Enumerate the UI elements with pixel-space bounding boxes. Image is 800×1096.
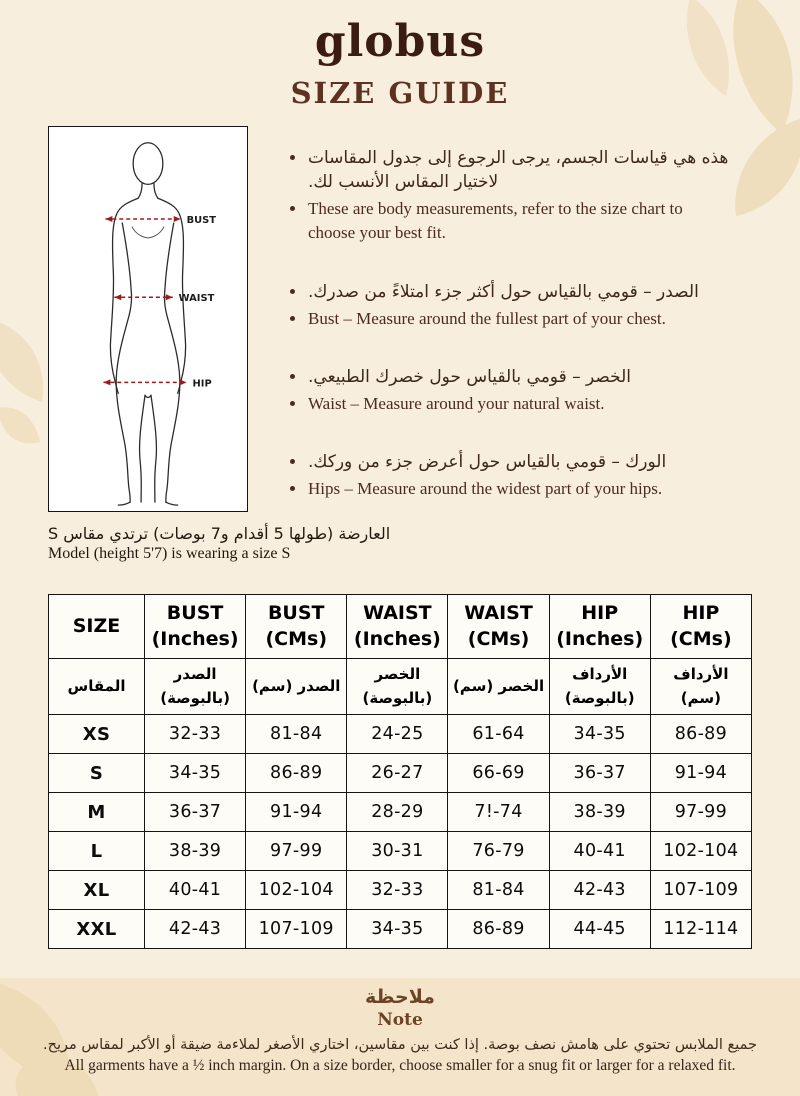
size-row (49, 715, 752, 754)
instruction-group (286, 450, 732, 501)
header-row-en (49, 595, 752, 659)
measurement-cell: 28-29 (347, 793, 448, 832)
instruction-text-en: Waist – Measure around your natural waist. (286, 392, 732, 416)
measurement-cell: 91-94 (246, 793, 347, 832)
measurement-cell: 36-37 (549, 754, 650, 793)
model-info-en: Model (height 5'7) is wearing a size S (48, 545, 291, 562)
size-row (49, 793, 752, 832)
size-row (49, 871, 752, 910)
note-section (0, 986, 800, 1075)
measurement-cell: 44-45 (549, 910, 650, 949)
brand-logo: globus (314, 16, 486, 67)
size-label: M (49, 793, 145, 832)
header-row-ar (49, 659, 752, 715)
column-header-ar: المقاس (49, 659, 145, 715)
instruction-text-en: Bust – Measure around the fullest part of your chest. (286, 307, 732, 331)
size-row (49, 754, 752, 793)
measurement-cell: 81-84 (448, 871, 549, 910)
measurement-cell: 91-94 (650, 754, 751, 793)
hip-label: HIP (192, 378, 212, 390)
size-label: XS (49, 715, 145, 754)
measurement-cell: 76-79 (448, 832, 549, 871)
column-header-ar: الأرداف (بالبوصة) (549, 659, 650, 715)
figure-illustration (49, 127, 247, 511)
instruction-text-ar: الصدر – قومي بالقياس حول أكثر جزء امتلاءً من صدرك. (286, 280, 732, 304)
measurement-cell: 42-43 (145, 910, 246, 949)
measurement-cell: 34-35 (347, 910, 448, 949)
instruction-text-ar: هذه هي قياسات الجسم، يرجى الرجوع إلى جدول المقاسات لاختيار المقاس الأنسب لك. (286, 146, 732, 194)
measurement-cell: 112-114 (650, 910, 751, 949)
size-table (48, 594, 752, 949)
measurement-cell: 86-89 (650, 715, 751, 754)
measurement-cell: 34-35 (145, 754, 246, 793)
model-info (48, 524, 390, 563)
column-header-en: BUST (CMs) (246, 595, 347, 659)
column-header-en: SIZE (49, 595, 145, 659)
measurement-cell: 102-104 (650, 832, 751, 871)
column-header-en: WAIST (Inches) (347, 595, 448, 659)
note-title-en: Note (377, 1010, 423, 1030)
column-header-ar: الصدر (بالبوصة) (145, 659, 246, 715)
instruction-text-en: Hips – Measure around the widest part of your hips. (286, 477, 732, 501)
instruction-text-ar: الخصر – قومي بالقياس حول خصرك الطبيعي. (286, 365, 732, 389)
body-measurement-diagram (48, 126, 248, 512)
column-header-ar: الخصر (بالبوصة) (347, 659, 448, 715)
measurement-cell: 36-37 (145, 793, 246, 832)
note-body-ar: جميع الملابس تحتوي على هامش نصف بوصة. إذا كنت بين مقاسين، اختاري الأصغر لملاءمة ضيقة أو الأكبر لمقاس مريح. (43, 1037, 757, 1053)
instruction-text-en: These are body measurements, refer to the size chart to choose your best fit. (286, 197, 732, 245)
column-header-ar: الخصر (سم) (448, 659, 549, 715)
measurement-cell: 7!-74 (448, 793, 549, 832)
column-header-ar: الصدر (سم) (246, 659, 347, 715)
column-header-en: BUST (Inches) (145, 595, 246, 659)
measurement-cell: 24-25 (347, 715, 448, 754)
instruction-group (286, 365, 732, 416)
measurement-cell: 86-89 (448, 910, 549, 949)
size-label: XL (49, 871, 145, 910)
size-label: L (49, 832, 145, 871)
measurement-cell: 30-31 (347, 832, 448, 871)
note-body-en: All garments have a ½ inch margin. On a size border, choose smaller for a snug fit or larger for a relaxed fit. (64, 1057, 736, 1074)
measurement-cell: 32-33 (347, 871, 448, 910)
figure-head (133, 143, 163, 185)
waist-label: WAIST (178, 293, 215, 305)
size-table-header (49, 595, 752, 715)
size-label: XXL (49, 910, 145, 949)
measurement-cell: 42-43 (549, 871, 650, 910)
bust-label: BUST (186, 214, 217, 226)
note-title-ar: ملاحظة (365, 986, 435, 1008)
column-header-en: HIP (CMs) (650, 595, 751, 659)
measurement-cell: 26-27 (347, 754, 448, 793)
instruction-group (286, 146, 732, 246)
measurement-cell: 107-109 (246, 910, 347, 949)
measurement-cell: 38-39 (145, 832, 246, 871)
measurement-cell: 107-109 (650, 871, 751, 910)
size-label: S (49, 754, 145, 793)
measurement-cell: 40-41 (549, 832, 650, 871)
column-header-ar: الأرداف (سم) (650, 659, 751, 715)
measurement-cell: 97-99 (650, 793, 751, 832)
measurement-cell: 40-41 (145, 871, 246, 910)
size-row (49, 910, 752, 949)
measurement-cell: 102-104 (246, 871, 347, 910)
measurement-cell: 38-39 (549, 793, 650, 832)
measurement-instructions (286, 146, 732, 535)
measurement-cell: 34-35 (549, 715, 650, 754)
instruction-group (286, 280, 732, 331)
measurement-cell: 32-33 (145, 715, 246, 754)
page-title: SIZE GUIDE (290, 76, 510, 110)
measurement-cell: 61-64 (448, 715, 549, 754)
measurement-cell: 81-84 (246, 715, 347, 754)
column-header-en: HIP (Inches) (549, 595, 650, 659)
measurement-cell: 66-69 (448, 754, 549, 793)
measurement-cell: 97-99 (246, 832, 347, 871)
instruction-text-ar: الورك – قومي بالقياس حول أعرض جزء من وركك. (286, 450, 732, 474)
size-table-body (49, 715, 752, 949)
measurement-cell: 86-89 (246, 754, 347, 793)
column-header-en: WAIST (CMs) (448, 595, 549, 659)
size-row (49, 832, 752, 871)
model-info-ar: العارضة (طولها 5 أقدام و7 بوصات) ترتدي مقاس S (48, 524, 391, 543)
